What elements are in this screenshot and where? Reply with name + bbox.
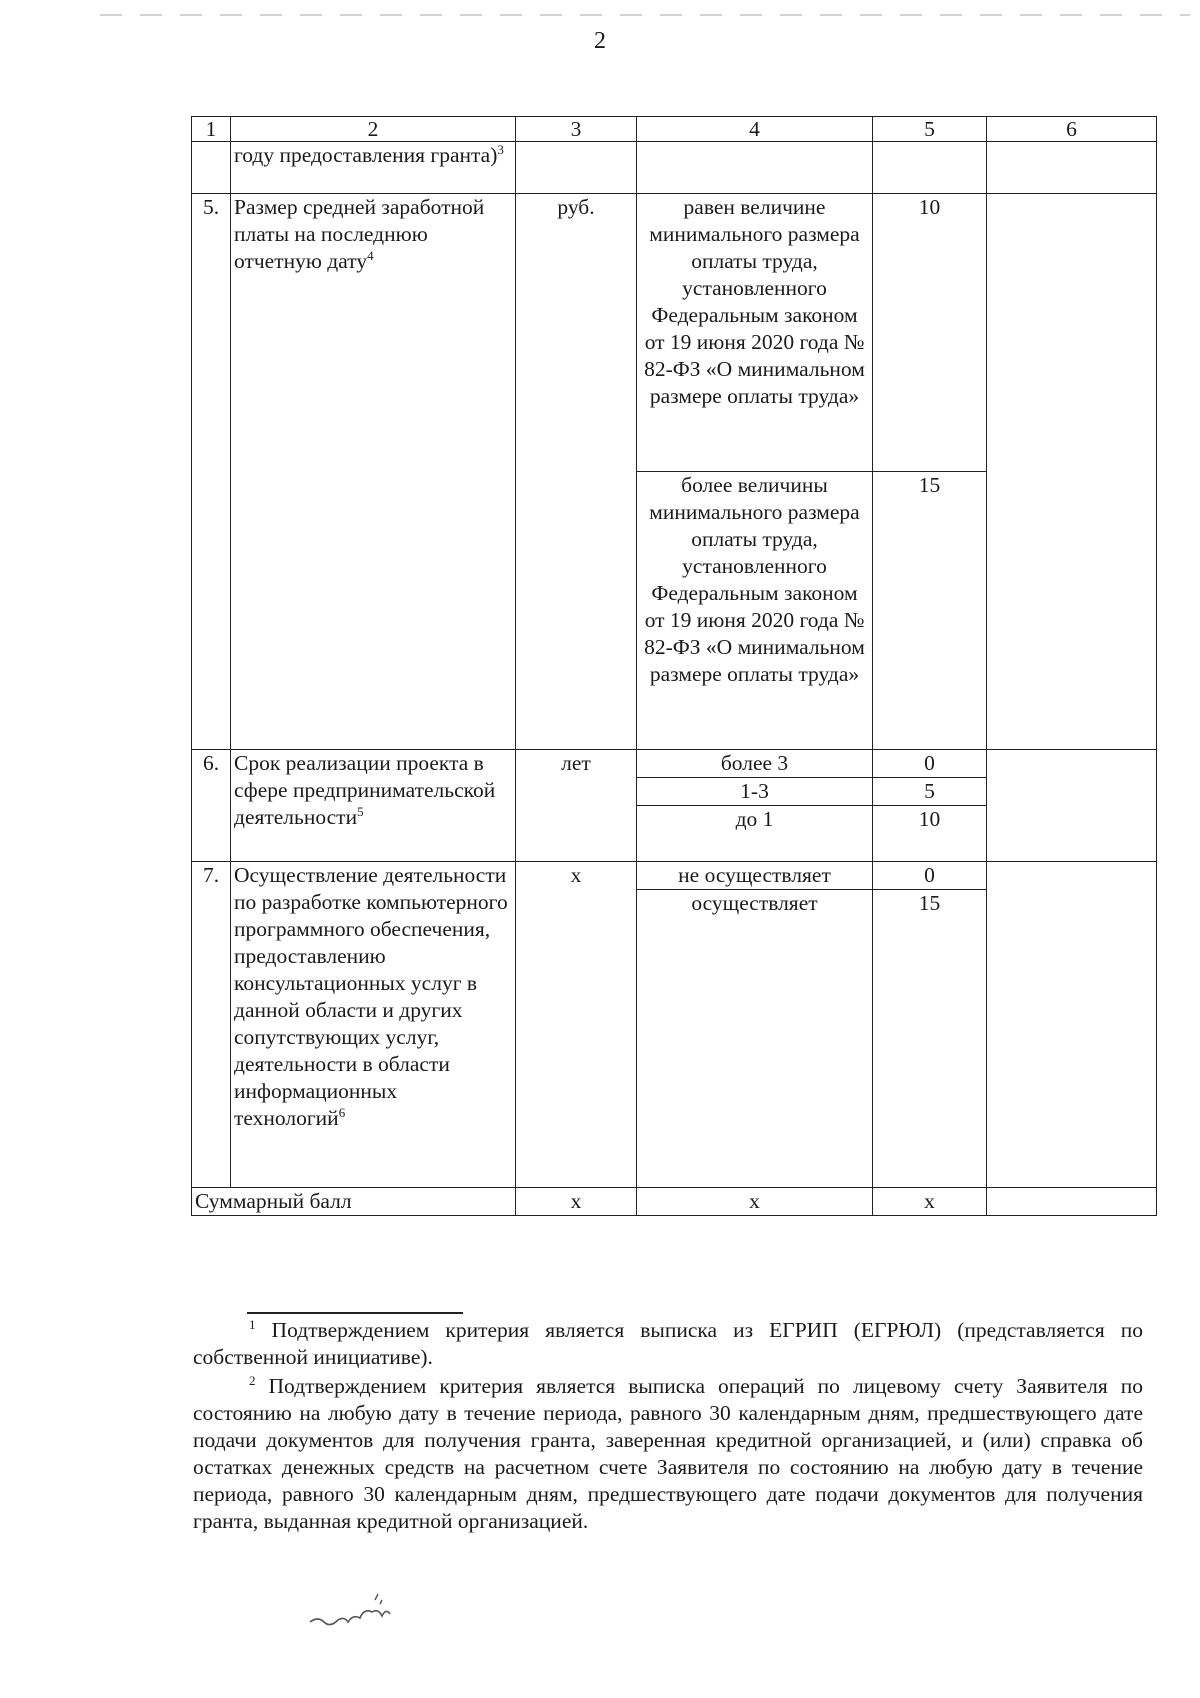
header-cell: 5: [873, 117, 987, 142]
table-row-5: [192, 194, 1157, 472]
row-number: 7.: [192, 862, 231, 1188]
notes-cell: [987, 142, 1157, 194]
page-number: 2: [594, 28, 606, 54]
footnote: $^1$ Подтверждением критерия является выписка из ЕГРИП (ЕГРЮЛ) (представляется по собственной инициативе).: [193, 1316, 1144, 1369]
table-total-row: [192, 1188, 1157, 1216]
unit-cell: [516, 142, 637, 194]
score-cell: 15: [873, 472, 987, 750]
score-cell: 5: [873, 778, 987, 806]
notes-cell: [987, 194, 1157, 750]
score-cell: 10: [873, 806, 987, 862]
notes-cell: [987, 862, 1157, 1188]
unit-cell: лет: [516, 750, 637, 862]
footnotes: [193, 1317, 1143, 1537]
table-row-continuation: [192, 142, 1157, 194]
criteria-table: [191, 116, 1157, 1216]
header-cell: 4: [637, 117, 873, 142]
table-row-6: [192, 750, 1157, 778]
row-number-cell: [192, 142, 231, 194]
score-cell: 15: [873, 890, 987, 1188]
footnote-ref: 5: [357, 803, 364, 819]
criterion-label: году предоставления гранта)$^3$: [231, 142, 516, 194]
unit-cell: руб.: [516, 194, 637, 750]
footnote: $^2$ Подтверждением критерия является выписка операций по лицевому счету Заявителя по состоянию на любую дату в течение периода, равного 30 календарным дням, предшествующего дате подачи документов для получения гранта, заверенная кредитной организацией, и (или) справка об остатках денежных средств на расчетном счете Заявителя по состоянию на любую дату в течение периода, равного 30 календарным дням, предшествующего дате подачи документов для получения гранта, выданная кредитной организацией.: [193, 1372, 1143, 1533]
criterion-label: Срок реализации проекта в сфере предпринимательской деятельности$^5$: [231, 750, 516, 862]
footnote-marker: 1: [249, 1316, 256, 1332]
total-label: Суммарный балл: [192, 1188, 516, 1216]
score-cell: 0: [873, 862, 987, 890]
footnote-ref: 3: [497, 141, 504, 157]
signature-mark: [305, 1590, 435, 1640]
total-cell: [987, 1188, 1157, 1216]
header-cell: 2: [231, 117, 516, 142]
option-cell: более 3: [637, 750, 873, 778]
criterion-label: Размер средней заработной платы на последнюю отчетную дату$^4$: [231, 194, 516, 750]
criterion-label: Осуществление деятельности по разработке компьютерного программного обеспечения, предоставлению консультационных услуг в данной области и других сопутствующих услуг, деятельности в области информационных технологий$^6$: [231, 862, 516, 1188]
footnote-marker: 2: [249, 1372, 256, 1388]
header-cell: 1: [192, 117, 231, 142]
footnote-ref: 6: [338, 1104, 346, 1120]
footnote-separator: [247, 1312, 463, 1314]
total-cell: х: [516, 1188, 637, 1216]
table-row-7: [192, 862, 1157, 890]
option-cell: до 1: [637, 806, 873, 862]
row-number: 5.: [192, 194, 231, 750]
option-cell: равен величине минимального размера оплаты труда, установленного Федеральным законом от 19 июня 2020 года № 82-ФЗ «О минимальном размере оплаты труда»: [637, 194, 873, 472]
footnote-ref: 4: [367, 247, 374, 263]
total-cell: х: [873, 1188, 987, 1216]
scan-edge-artifact: [100, 14, 1190, 16]
header-cell: 3: [516, 117, 637, 142]
option-cell: осуществляет: [637, 890, 873, 1188]
row-number: 6.: [192, 750, 231, 862]
option-cell: не осуществляет: [637, 862, 873, 890]
total-cell: х: [637, 1188, 873, 1216]
header-cell: 6: [987, 117, 1157, 142]
option-cell: более величины минимального размера оплаты труда, установленного Федеральным законом от 19 июня 2020 года № 82-ФЗ «О минимальном размере оплаты труда»: [637, 472, 873, 750]
score-cell: 10: [873, 194, 987, 472]
score-cell: [873, 142, 987, 194]
notes-cell: [987, 750, 1157, 862]
option-cell: [637, 142, 873, 194]
table-header-row: [192, 117, 1157, 142]
option-cell: 1-3: [637, 778, 873, 806]
unit-cell: х: [516, 862, 637, 1188]
score-cell: 0: [873, 750, 987, 778]
